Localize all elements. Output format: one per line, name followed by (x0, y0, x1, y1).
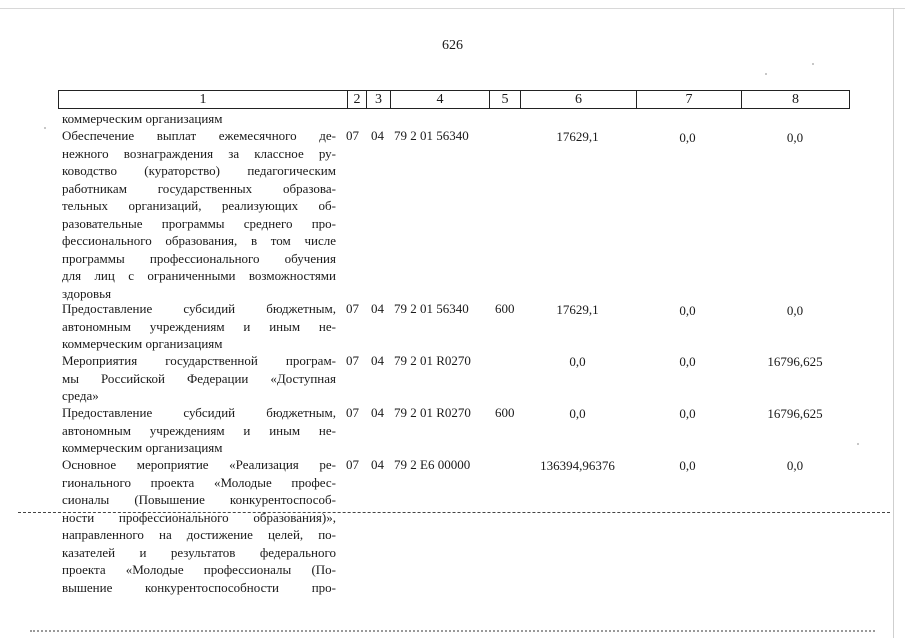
description-line: автономным учреждениям и иным не- (62, 318, 336, 334)
cell-section: 07 (346, 457, 359, 472)
description-line: ности профессионального образования)», (62, 509, 336, 525)
description-line: коммерческим организациям (62, 111, 223, 126)
cell-target-article: 79 2 01 56340 (394, 301, 469, 316)
cell-amount-7: 0,0 (679, 303, 696, 318)
cell-target-article: 79 2 01 R0270 (394, 405, 471, 420)
description-line: программы профессионального обучения (62, 250, 336, 266)
description-line: коммерческим организациям (62, 440, 223, 455)
header-col-7: 7 (685, 92, 693, 107)
cell-amount-7: 0,0 (679, 406, 696, 421)
cell-amount-6: 136394,96376 (540, 458, 615, 473)
scan-edge-noise (30, 630, 875, 632)
row-description (62, 127, 336, 302)
description-line: сионалы (Повышение конкурентоспособ- (62, 492, 336, 507)
scan-speck (812, 63, 814, 65)
cell-amount-6: 17629,1 (556, 302, 599, 317)
row-description (62, 300, 336, 353)
cell-subsection: 04 (371, 457, 384, 472)
description-line: работникам государственных образова- (62, 180, 336, 196)
description-line: казателей и результатов федерального (62, 544, 336, 560)
row-description (62, 110, 336, 128)
cell-subsection: 04 (371, 405, 384, 420)
row-description (62, 352, 336, 405)
description-line: коммерческим организациям (62, 336, 223, 351)
cell-amount-7: 0,0 (679, 458, 696, 473)
description-line: разовательные программы среднего про- (62, 215, 336, 231)
header-col-4: 4 (436, 92, 444, 107)
cell-amount-6: 0,0 (569, 406, 586, 421)
description-line: здоровья (62, 285, 112, 301)
cell-amount-8: 16796,625 (767, 354, 823, 369)
scan-speck (857, 443, 859, 445)
cell-amount-7: 0,0 (679, 130, 696, 145)
header-col-6: 6 (575, 92, 582, 107)
header-col-1: 1 (199, 92, 207, 107)
description-line: для лиц с ограниченными возможностями (62, 268, 336, 283)
description-line: тельных организаций, реализующих об- (62, 198, 336, 213)
cell-target-article: 79 2 01 56340 (394, 128, 469, 143)
description-line: вышение конкурентоспособности про- (62, 579, 336, 595)
cell-section: 07 (346, 353, 359, 368)
cell-amount-8: 0,0 (786, 458, 804, 473)
cell-expense-type: 600 (495, 405, 515, 420)
cell-section: 07 (346, 128, 359, 143)
cell-section: 07 (346, 405, 359, 420)
cell-expense-type: 600 (495, 301, 515, 316)
header-col-2: 2 (353, 92, 361, 107)
cell-amount-7: 0,0 (679, 354, 696, 369)
page-number: 626 (442, 38, 463, 53)
description-line: Предоставление субсидий бюджетным, (62, 301, 336, 316)
scan-speck (765, 73, 767, 75)
description-line: Основное мероприятие «Реализация ре- (62, 457, 336, 472)
description-line: среда» (62, 388, 99, 403)
description-line: фессионального образования, в том числе (62, 233, 336, 248)
cell-subsection: 04 (371, 301, 384, 316)
description-line: Мероприятия государственной програм- (62, 353, 336, 368)
cell-section: 07 (346, 301, 359, 316)
description-line: автономным учреждениям и иным не- (62, 422, 336, 438)
description-line: гионального проекта «Молодые профес- (62, 474, 336, 490)
cell-amount-6: 0,0 (569, 354, 586, 369)
description-line: ководство (кураторство) педагогическим (62, 163, 336, 178)
header-col-5: 5 (501, 92, 509, 107)
cell-amount-6: 17629,1 (556, 129, 599, 144)
row-description (62, 404, 336, 457)
header-col-8: 8 (792, 92, 799, 107)
page-edge-top (0, 8, 905, 9)
page-break-line (18, 512, 890, 513)
cell-amount-8: 0,0 (786, 130, 804, 145)
cell-amount-8: 16796,625 (767, 406, 823, 421)
description-line: Предоставление субсидий бюджетным, (62, 405, 336, 420)
cell-target-article: 79 2 Е6 00000 (394, 457, 471, 472)
cell-target-article: 79 2 01 R0270 (394, 353, 471, 368)
scan-speck (44, 127, 46, 129)
description-line: проекта «Молодые профессионалы (По- (62, 562, 336, 577)
cell-subsection: 04 (371, 353, 384, 368)
row-description (62, 456, 336, 596)
cell-amount-8: 0,0 (786, 303, 804, 318)
description-line: направленного на достижение целей, по- (62, 527, 336, 542)
cell-subsection: 04 (371, 128, 384, 143)
page-edge-right (893, 8, 894, 638)
description-line: мы Российской Федерации «Доступная (62, 370, 336, 386)
header-col-3: 3 (375, 92, 382, 107)
description-line: Обеспечение выплат ежемесячного де- (62, 128, 336, 143)
table-header (58, 90, 850, 109)
description-line: нежного вознаграждения за классное ру- (62, 145, 336, 161)
